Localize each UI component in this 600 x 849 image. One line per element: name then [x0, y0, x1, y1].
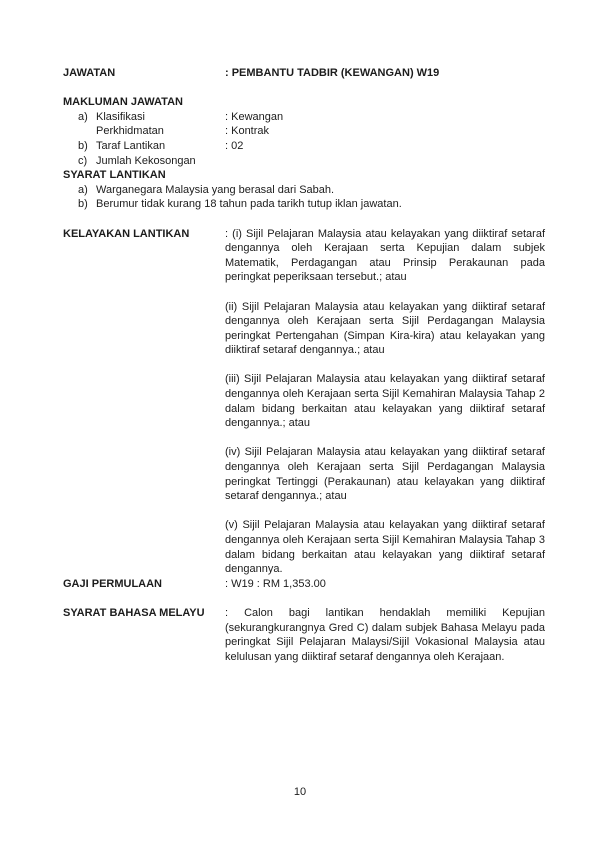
item-letter: b): [78, 139, 88, 152]
makluman-section: [63, 95, 545, 168]
item-label: Klasifikasi: [96, 110, 145, 123]
makluman-item-perkhidmatan: [63, 124, 545, 139]
syarat-lantikan-section: [63, 168, 545, 212]
item-text: Warganegara Malaysia yang berasal dari Sabah.: [96, 183, 335, 196]
item-label: Jumlah Kekosongan: [96, 154, 196, 167]
makluman-item-taraf-lantikan: [63, 139, 545, 154]
item-label: Taraf Lantikan: [96, 139, 166, 152]
item-text: Berumur tidak kurang 18 tahun pada tarikh tutup iklan jawatan.: [96, 198, 402, 211]
jawatan-row: [63, 66, 545, 81]
gaji-value: : W19 : RM 1,353.00: [225, 577, 326, 590]
kelayakan-paragraph-v: (v) Sijil Pelajaran Malaysia atau kelayakan yang diiktiraf setaraf dengannya oleh Kerajaan serta Sijil Kemahiran Malaysia Tahap 3 dalam bidang berkaitan atau kelayakan yang diiktiraf setaraf dengannya.: [225, 519, 545, 576]
syarat-lantikan-item-a: [63, 183, 545, 198]
makluman-item-klasifikasi: [63, 110, 545, 125]
makluman-heading: MAKLUMAN JAWATAN: [63, 96, 183, 109]
item-letter: b): [78, 198, 88, 211]
bahasa-row: [63, 606, 545, 664]
jawatan-value: : PEMBANTU TADBIR (KEWANGAN) W19: [225, 67, 440, 79]
item-value: : Kontrak: [225, 125, 270, 138]
spacer: [63, 81, 545, 96]
kelayakan-row: [63, 227, 545, 577]
item-value: : Kewangan: [225, 110, 284, 123]
item-letter: a): [78, 183, 88, 196]
gaji-heading: GAJI PERMULAAN: [63, 577, 163, 590]
gaji-row: [63, 577, 545, 592]
kelayakan-paragraph-iv: (iv) Sijil Pelajaran Malaysia atau kelayakan yang diiktiraf setaraf dengannya oleh Kerajaan serta Sijil Perdagangan Malaysia peringkat Tertinggi (Perakaunan) atau kelayakan yang diiktiraf setaraf dengannya.; atau: [225, 446, 545, 503]
kelayakan-heading: KELAYAKAN LANTIKAN: [63, 227, 190, 240]
syarat-lantikan-item-b: [63, 197, 545, 212]
spacer: [63, 591, 545, 606]
item-letter: a): [78, 110, 88, 123]
kelayakan-paragraph-iii: (iii) Sijil Pelajaran Malaysia atau kelayakan yang diiktiraf setaraf dengannya oleh Kerajaan serta Sijil Kemahiran Malaysia Tahap 2 dalam bidang berkaitan atau kelayakan yang diiktiraf setaraf dengannya.; atau: [225, 373, 545, 430]
syarat-lantikan-heading: SYARAT LANTIKAN: [63, 169, 166, 182]
jawatan-label: JAWATAN: [63, 67, 116, 79]
kelayakan-paragraphs: [225, 227, 545, 577]
item-letter: c): [78, 154, 88, 167]
kelayakan-paragraph-ii: (ii) Sijil Pelajaran Malaysia atau kelayakan yang diiktiraf setaraf dengannya oleh Kerajaan serta Sijil Perdagangan Malaysia peringkat Pertengahan (Simpan Kira-kira) atau kelayakan yang diiktiraf setaraf dengannya.; atau: [225, 300, 545, 357]
document-content: [63, 66, 545, 664]
page-number: 10: [293, 786, 307, 798]
item-value: : 02: [225, 139, 244, 152]
kelayakan-paragraph-i: : (i) Sijil Pelajaran Malaysia atau kelayakan yang diiktiraf setaraf dengannya oleh Kerajaan serta Kepujian dalam subjek Matematik, Perdagangan atau Prinsip Perakaunan pada peringkat peperiksaan tersebut.; atau: [225, 227, 545, 284]
spacer: [63, 212, 545, 227]
item-label: Perkhidmatan: [96, 125, 164, 138]
bahasa-heading: SYARAT BAHASA MELAYU: [63, 606, 205, 619]
bahasa-text: : Calon bagi lantikan hendaklah memiliki Kepujian (sekurangkurangnya Gred C) dalam subjek Bahasa Melayu pada peringkat Sijil Pelajaran Malaysi/Sijil Vokasional Malaysia atau kelulusan yang diiktiraf setaraf dengannya oleh Kerajaan.: [225, 606, 545, 663]
makluman-item-jumlah-kekosongan: [63, 154, 545, 169]
